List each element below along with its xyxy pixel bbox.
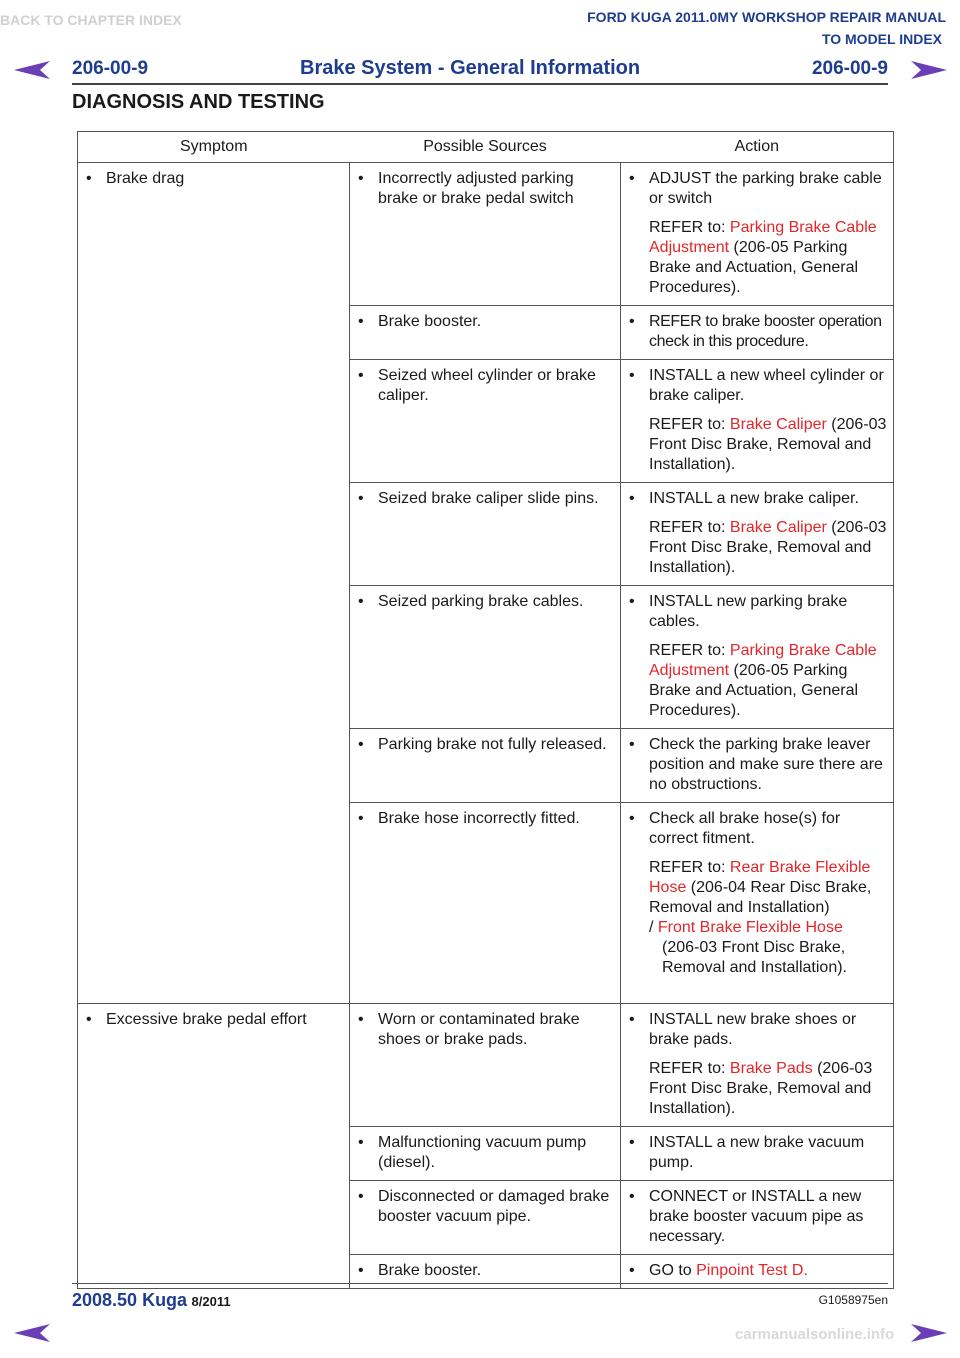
action-cell: • REFER to brake booster operation check in this procedure. [621,306,894,360]
next-page-arrow-icon[interactable] [907,1320,951,1346]
source-cell: • Brake booster. [350,306,621,360]
header-rule [72,83,888,85]
action-column-header: Action [621,132,894,163]
symptom-column-header: Symptom [78,132,350,163]
parking-brake-cable-adjustment-link[interactable]: Parking Brake Cable Adjustment [649,219,877,256]
brake-pads-link[interactable]: Brake Pads [729,1060,813,1077]
action-cell: • ADJUST the parking brake cable or switch REFER to: Parking Brake Cable Adjustment (206-05 Parking Brake and Actuation, General Procedures). [621,163,894,306]
table-row [78,1004,894,1127]
footer-model: 2008.50 Kuga 8/2011 [72,1290,231,1310]
footer-code: G1058975en [818,1293,888,1307]
manual-title: FORD KUGA 2011.0MY WORKSHOP REPAIR MANUAL [587,9,946,25]
pinpoint-test-d-link[interactable]: Pinpoint Test D. [696,1262,808,1279]
table-header-row [78,132,894,163]
table-row [78,163,894,306]
brake-caliper-link[interactable]: Brake Caliper [729,519,827,536]
source-cell: • Brake booster. [350,1255,621,1289]
previous-page-arrow-icon[interactable] [10,1320,54,1346]
page-number-right: 206-00-9 [811,58,888,79]
page-title: Brake System - General Information [300,57,641,79]
action-cell: • INSTALL a new brake caliper. REFER to: Brake Caliper (206-03 Front Disc Brake, Removal and Installation). [621,483,894,586]
source-cell: • Seized parking brake cables. [350,586,621,729]
symptom-cell: • Brake drag [78,163,350,1004]
previous-page-arrow-icon[interactable] [10,57,54,83]
action-cell: • INSTALL a new brake vacuum pump. [621,1127,894,1181]
source-cell: • Seized wheel cylinder or brake caliper. [350,360,621,483]
possible-sources-column-header: Possible Sources [350,132,621,163]
source-cell: • Disconnected or damaged brake booster vacuum pipe. [350,1181,621,1255]
source-cell: • Incorrectly adjusted parking brake or brake pedal switch [350,163,621,306]
action-cell: • INSTALL a new wheel cylinder or brake caliper. REFER to: Brake Caliper (206-03 Front Disc Brake, Removal and Installation). [621,360,894,483]
source-cell: • Worn or contaminated brake shoes or brake pads. [350,1004,621,1127]
watermark-text: carmanualsonline.info [735,1326,895,1343]
diagnosis-table [77,131,894,1289]
parking-brake-cable-adjustment-link[interactable]: Parking Brake Cable Adjustment [649,642,877,679]
source-cell: • Brake hose incorrectly fitted. [350,803,621,1004]
action-cell: • Check the parking brake leaver position and make sure there are no obstructions. [621,729,894,803]
action-cell: • Check all brake hose(s) for correct fitment. REFER to: Rear Brake Flexible Hose (206-04 Rear Disc Brake, Removal and Installation) / Front Brake Flexible Hose (206-03 Front Disc Brake, Removal and Installation). [621,803,894,1004]
brake-caliper-link[interactable]: Brake Caliper [729,416,827,433]
action-cell: • CONNECT or INSTALL a new brake booster vacuum pipe as necessary. [621,1181,894,1255]
to-model-index-link[interactable]: TO MODEL INDEX [821,31,942,47]
action-cell: • GO to Pinpoint Test D. [621,1255,894,1289]
rear-brake-flexible-hose-link[interactable]: Rear Brake Flexible Hose [649,859,871,896]
back-to-chapter-index-link[interactable]: BACK TO CHAPTER INDEX [0,12,182,28]
source-cell: • Parking brake not fully released. [350,729,621,803]
action-cell: • INSTALL new parking brake cables. REFER to: Parking Brake Cable Adjustment (206-05 Parking Brake and Actuation, General Procedures). [621,586,894,729]
front-brake-flexible-hose-link[interactable]: Front Brake Flexible Hose [657,919,843,936]
next-page-arrow-icon[interactable] [907,57,951,83]
source-cell: • Seized brake caliper slide pins. [350,483,621,586]
footer-rule [72,1283,888,1284]
action-cell: • INSTALL new brake shoes or brake pads. REFER to: Brake Pads (206-03 Front Disc Brake, Removal and Installation). [621,1004,894,1127]
symptom-cell: • Excessive brake pedal effort [78,1004,350,1289]
source-cell: • Malfunctioning vacuum pump (diesel). [350,1127,621,1181]
page-number-left: 206-00-9 [72,58,149,79]
section-heading: DIAGNOSIS AND TESTING [72,91,325,113]
